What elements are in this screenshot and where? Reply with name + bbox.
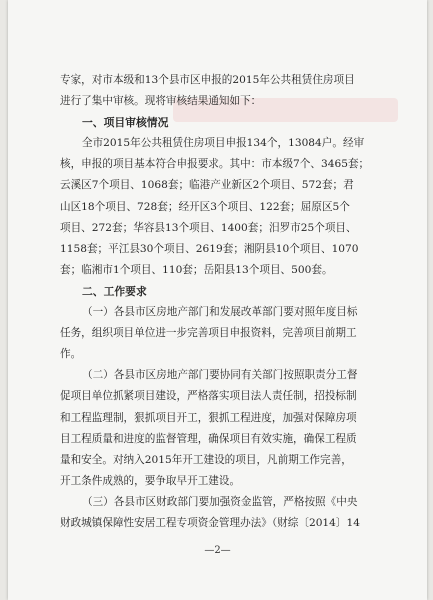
text-line: 套；临湘市1个项目、110套；岳阳县13个项目、500套。 [60, 263, 333, 276]
text-line: 财政城镇保障性安居工程专项资金管理办法》（财综〔2014〕14 [60, 516, 360, 529]
section-heading: 一、项目审核情况 [82, 116, 169, 130]
page-number: —2— [204, 545, 231, 556]
text-line: （一）各县市区房地产部门和发展改革部门要对照年度目标 [82, 306, 358, 319]
document-page [8, 0, 427, 600]
text-line: 进行了集中审核。现将审核结果通知如下： [60, 95, 262, 108]
text-line: 目工程质量和进度的监督管理，确保项目有效实施，确保工程质 [60, 432, 357, 445]
text-line: 开工条件成熟的，要争取早开工建设。 [60, 474, 241, 487]
text-line: 作。 [60, 348, 82, 361]
text-line: （三）各县市区财政部门要加强资金监管，严格按照《中央 [82, 495, 358, 508]
text-line: 核，申报的项目基本符合申报要求。其中：市本级7个、3465套； [60, 158, 370, 171]
text-line: 任务，组织项目单位进一步完善项目申报资料，完善项目前期工 [60, 327, 357, 340]
text-line: 量和安全。对纳入2015年开工建设的项目，凡前期工作完善， [60, 453, 352, 466]
text-line: 云溪区7个项目、1068套；临港产业新区2个项目、572套；君 [60, 179, 354, 192]
text-line: 1158套；平江县30个项目、2619套；湘阴县10个项目、1070 [60, 242, 359, 255]
text-line: 全市2015年公共租赁住房项目申报134个，13084户。经审 [82, 137, 365, 150]
text-line: 项目、272套；华容县13个项目、1400套；汨罗市25个项目、 [60, 221, 357, 234]
text-line: 山区18个项目、728套；经开区3个项目、122套；屈原区5个 [60, 200, 350, 213]
text-line: 和工程监理制，狠抓项目开工，狠抓工程进度，加强对保障房项 [60, 411, 357, 424]
section-heading: 二、工作要求 [82, 284, 147, 298]
document-body [60, 70, 390, 534]
text-line: （二）各县市区房地产部门要协同有关部门按照职责分工督 [82, 369, 358, 382]
text-line: 促项目单位抓紧项目建设，严格落实项目法人责任制，招投标制 [60, 390, 357, 403]
text-line: 专家，对市本级和13个县市区申报的2015年公共租赁住房项目 [60, 74, 355, 86]
